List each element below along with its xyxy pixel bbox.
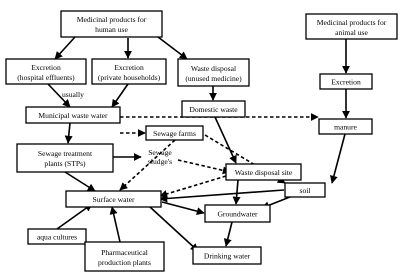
node-pharma-plants-line1: Pharmaceutical xyxy=(101,248,148,257)
node-drinking-water-label: Drinking water xyxy=(203,251,251,261)
node-municipal-waste-water xyxy=(26,107,120,123)
node-soil-label: soil xyxy=(299,186,311,195)
node-human-products xyxy=(61,11,162,37)
node-excretion-animal-label: Excretion xyxy=(331,77,361,87)
node-manure-label: manure xyxy=(334,122,357,132)
node-animal-products-line1: Medicinal products for xyxy=(316,18,387,27)
edge-aqua-to-surface xyxy=(57,204,92,229)
node-pharma-plants-line2: production plants xyxy=(98,258,151,267)
node-stps xyxy=(17,144,113,172)
edge-households-to-municipal xyxy=(112,84,128,107)
node-excretion-animal xyxy=(320,74,372,89)
node-animal-products xyxy=(306,14,397,39)
node-soil xyxy=(285,183,325,197)
node-sewage-farms xyxy=(146,126,203,140)
node-waste-disposal-line2: (unused medicine) xyxy=(185,74,242,83)
node-sewage-sludges-line1: Sewage xyxy=(148,148,172,157)
node-sewage-farms-label: Sewage farms xyxy=(153,129,196,138)
node-excretion-hospital-line2: (hospital effluents) xyxy=(17,73,75,82)
edge-stps-to-surface xyxy=(65,172,95,191)
node-waste-disposal xyxy=(178,59,249,86)
node-groundwater xyxy=(205,205,270,222)
node-groundwater-label: Groundwater xyxy=(217,209,258,219)
edge-soil-to-surface xyxy=(160,190,284,199)
node-drinking-water xyxy=(193,247,261,264)
node-aqua-cultures-label: aqua cultures xyxy=(36,232,78,242)
node-pharma-plants xyxy=(85,242,164,271)
edge-domestic-to-site xyxy=(215,117,236,163)
edge-groundwater-to-drinking xyxy=(226,222,232,246)
edge-surface-to-groundwater xyxy=(162,202,204,213)
node-excretion-households xyxy=(92,59,166,84)
node-human-products-line1: Medicinal products for xyxy=(76,15,147,24)
edge-sludges-to-site xyxy=(178,160,230,172)
edge-site-to-groundwater xyxy=(236,180,238,204)
node-domestic-waste xyxy=(182,101,245,117)
node-waste-disposal-line1: Waste disposal xyxy=(190,64,237,73)
node-aqua-cultures xyxy=(28,229,86,244)
node-human-products-line2: human use xyxy=(95,25,128,34)
edge-human-to-hospital xyxy=(55,37,75,59)
node-stps-line1: Sewage treatment xyxy=(37,149,93,158)
node-excretion-households-line2: (private households) xyxy=(97,73,161,82)
node-excretion-households-line1: Excretion xyxy=(114,63,144,72)
node-excretion-hospital xyxy=(6,59,86,84)
node-stps-line2: plants (STPs) xyxy=(44,159,86,168)
edge-label-usually: usually xyxy=(62,90,84,99)
node-animal-products-line2: animal use xyxy=(335,28,368,37)
node-domestic-waste-label: Domestic waste xyxy=(189,105,238,114)
node-surface-water xyxy=(66,191,161,207)
node-sewage-sludges-line2: sludge's xyxy=(147,157,173,166)
node-manure xyxy=(319,119,372,134)
edge-pharma-to-surface xyxy=(112,207,120,242)
edge-manure-to-soil xyxy=(332,134,345,183)
edge-human-to-waste-disposal xyxy=(158,37,187,59)
node-municipal-waste-water-label: Municipal waste water xyxy=(38,111,108,120)
edge-municipal-to-stps xyxy=(68,123,70,143)
node-waste-disposal-site-label: Waste disposal site xyxy=(234,168,293,177)
node-surface-water-label: Surface water xyxy=(92,195,135,204)
edge-site-to-surface xyxy=(160,176,226,196)
node-excretion-hospital-line1: Excretion xyxy=(31,63,61,72)
node-waste-disposal-site xyxy=(226,164,301,180)
